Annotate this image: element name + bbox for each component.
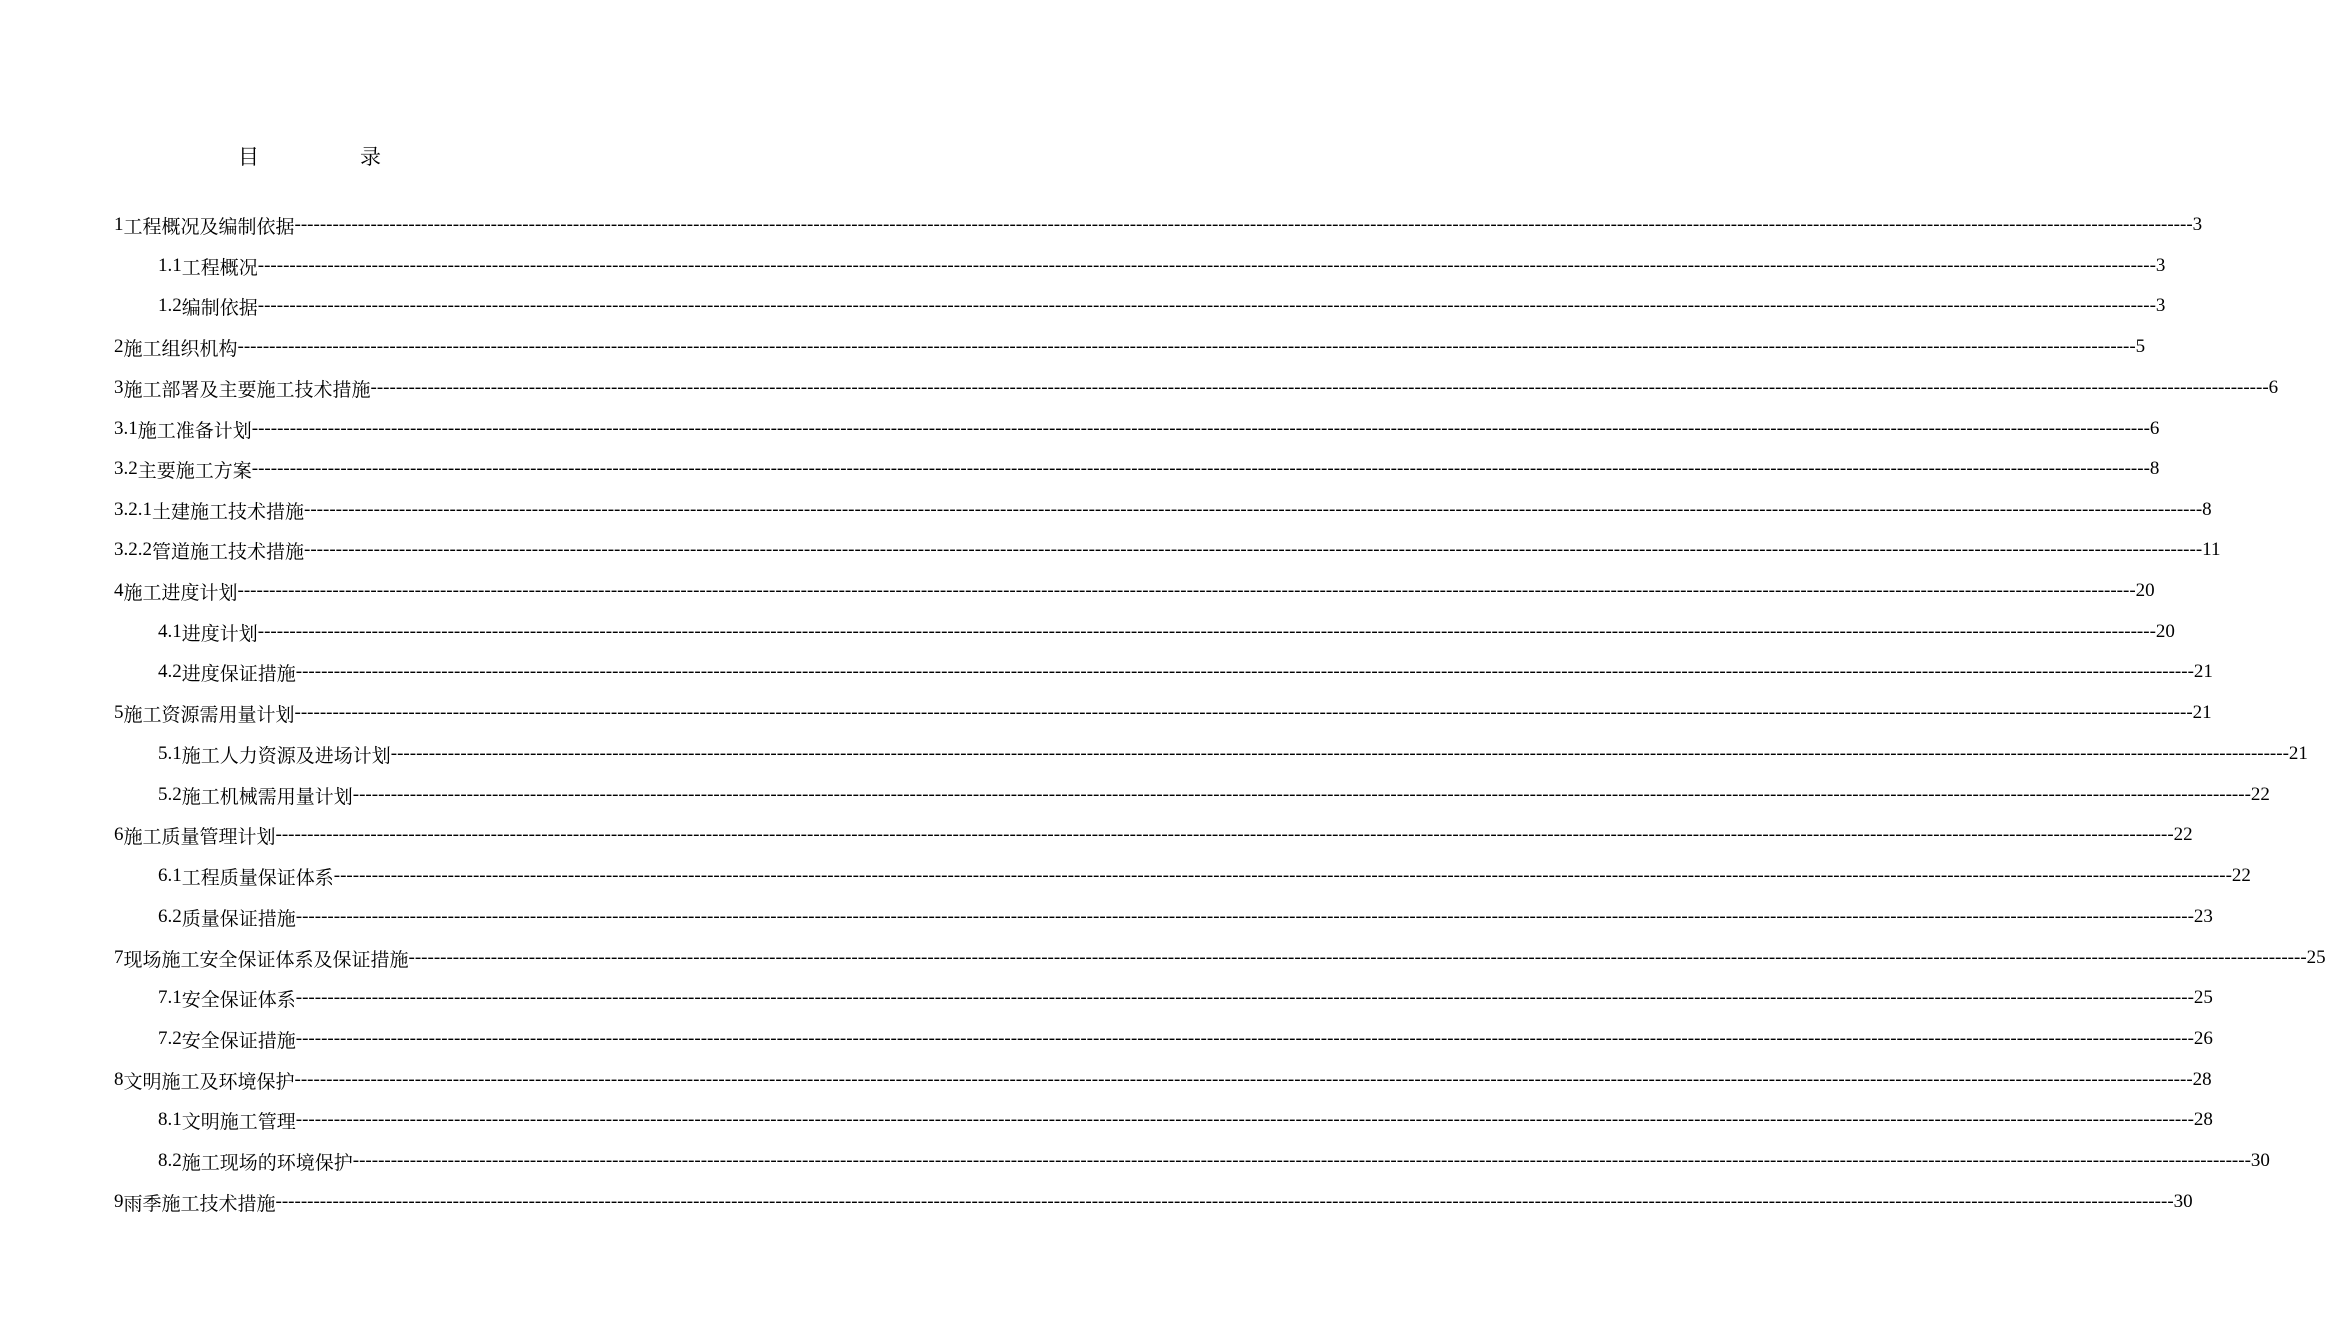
toc-entry-title: 土建施工技术措施	[152, 500, 305, 523]
toc-entry[interactable]	[158, 739, 2308, 769]
toc-entry-page: 3	[2155, 255, 2166, 276]
toc-entry-number: 6	[114, 824, 124, 845]
toc-leader-dashes: ------------------------------------------------------------------------------------------------------------------------------------------------------------------------------------------------------------------------------------------------------------------------------------------------------------	[333, 865, 2232, 886]
toc-entry-page: 20	[2155, 621, 2175, 642]
toc-entry[interactable]	[114, 943, 2326, 973]
toc-entry-title: 安全保证措施	[181, 1029, 296, 1052]
toc-leader-dashes: ------------------------------------------------------------------------------------------------------------------------------------------------------------------------------------------------------------------------------------------------------------------------------------------------------------	[304, 539, 2203, 560]
toc-leader-dashes: ------------------------------------------------------------------------------------------------------------------------------------------------------------------------------------------------------------------------------------------------------------------------------------------------------------	[295, 1109, 2194, 1130]
toc-entry-number: 7	[114, 947, 124, 968]
toc-entry[interactable]	[158, 291, 2166, 321]
toc-entry-title: 文明施工管理	[181, 1110, 296, 1133]
toc-leader-dashes: ------------------------------------------------------------------------------------------------------------------------------------------------------------------------------------------------------------------------------------------------------------------------------------------------------------	[257, 295, 2156, 316]
toc-entry-page: 21	[2193, 661, 2213, 682]
toc-entry-title: 施工机械需用量计划	[181, 785, 353, 808]
toc-leader-dashes: ------------------------------------------------------------------------------------------------------------------------------------------------------------------------------------------------------------------------------------------------------------------------------------------------------------	[294, 702, 2193, 723]
toc-entry[interactable]	[158, 1024, 2213, 1054]
toc-entry[interactable]	[114, 495, 2212, 525]
toc-leader-dashes: ------------------------------------------------------------------------------------------------------------------------------------------------------------------------------------------------------------------------------------------------------------------------------------------------------------	[257, 255, 2156, 276]
toc-entry-title: 主要施工方案	[137, 459, 252, 482]
toc-entry[interactable]	[114, 332, 2146, 362]
toc-entry-number: 4.2	[158, 661, 182, 682]
toc-entry-number: 5.2	[158, 784, 182, 805]
toc-entry-title: 进度计划	[181, 622, 258, 645]
toc-entry[interactable]	[114, 698, 2212, 728]
toc-entry-number: 3.2.1	[114, 499, 152, 520]
toc-leader-dashes: ------------------------------------------------------------------------------------------------------------------------------------------------------------------------------------------------------------------------------------------------------------------------------------------------------------	[304, 499, 2203, 520]
toc-entry-number: 9	[114, 1191, 124, 1212]
toc-leader-dashes: ------------------------------------------------------------------------------------------------------------------------------------------------------------------------------------------------------------------------------------------------------------------------------------------------------------	[237, 336, 2136, 357]
toc-entry-page: 3	[2155, 295, 2166, 316]
toc-entry-number: 4	[114, 580, 124, 601]
toc-leader-dashes: ------------------------------------------------------------------------------------------------------------------------------------------------------------------------------------------------------------------------------------------------------------------------------------------------------------	[352, 1150, 2251, 1171]
toc-leader-dashes: ------------------------------------------------------------------------------------------------------------------------------------------------------------------------------------------------------------------------------------------------------------------------------------------------------------	[294, 214, 2193, 235]
toc-entry-page: 3	[2192, 214, 2203, 235]
toc-entry[interactable]	[114, 373, 2279, 403]
toc-entry[interactable]	[114, 1065, 2212, 1095]
toc-entry-number: 4.1	[158, 621, 182, 642]
toc-leader-dashes: ------------------------------------------------------------------------------------------------------------------------------------------------------------------------------------------------------------------------------------------------------------------------------------------------------------	[294, 1069, 2193, 1090]
toc-entry-number: 3	[114, 377, 124, 398]
toc-entry-page: 5	[2135, 336, 2146, 357]
toc-entry-page: 23	[2193, 906, 2213, 927]
toc-entry[interactable]	[114, 210, 2203, 240]
toc-entry-title: 施工质量管理计划	[123, 825, 276, 848]
toc-entry-title: 编制依据	[181, 296, 258, 319]
toc-title-char: 录	[360, 145, 381, 169]
toc-entry-number: 1.1	[158, 255, 182, 276]
toc-entry-page: 21	[2288, 743, 2308, 764]
toc-entry-title: 雨季施工技术措施	[123, 1192, 276, 1215]
toc-leader-dashes: ------------------------------------------------------------------------------------------------------------------------------------------------------------------------------------------------------------------------------------------------------------------------------------------------------------	[295, 906, 2194, 927]
toc-entry-title: 安全保证体系	[181, 988, 296, 1011]
toc-entry-title: 现场施工安全保证体系及保证措施	[123, 948, 409, 971]
toc-entry-title: 施工部署及主要施工技术措施	[123, 378, 371, 401]
toc-entry-page: 6	[2268, 377, 2279, 398]
toc-leader-dashes: ------------------------------------------------------------------------------------------------------------------------------------------------------------------------------------------------------------------------------------------------------------------------------------------------------------	[370, 377, 2269, 398]
toc-leader-dashes: ------------------------------------------------------------------------------------------------------------------------------------------------------------------------------------------------------------------------------------------------------------------------------------------------------------	[275, 1191, 2174, 1212]
toc-entry[interactable]	[114, 820, 2193, 850]
toc-entry-page: 30	[2173, 1191, 2193, 1212]
toc-entry-page: 28	[2192, 1069, 2212, 1090]
toc-leader-dashes: ------------------------------------------------------------------------------------------------------------------------------------------------------------------------------------------------------------------------------------------------------------------------------------------------------------	[390, 743, 2289, 764]
toc-entry-number: 3.2.2	[114, 539, 152, 560]
toc-entry-title: 工程概况及编制依据	[123, 215, 295, 238]
toc-entry-title: 工程质量保证体系	[181, 866, 334, 889]
toc-entry-number: 5	[114, 702, 124, 723]
toc-entry-page: 25	[2193, 987, 2213, 1008]
toc-title-char: 目	[238, 145, 259, 169]
toc-entry-number: 5.1	[158, 743, 182, 764]
toc-entry-title: 工程概况	[181, 256, 258, 279]
toc-entry-number: 6.1	[158, 865, 182, 886]
toc-entry-page: 11	[2202, 539, 2221, 560]
toc-entry-number: 8.1	[158, 1109, 182, 1130]
toc-entry-title: 管道施工技术措施	[152, 540, 305, 563]
toc-entry[interactable]	[114, 576, 2155, 606]
toc-entry-title: 进度保证措施	[181, 662, 296, 685]
toc-entry-page: 22	[2250, 784, 2270, 805]
toc-entry[interactable]	[158, 902, 2213, 932]
toc-entry[interactable]	[158, 1146, 2270, 1176]
toc-entry-number: 3.2	[114, 458, 138, 479]
toc-leader-dashes: ------------------------------------------------------------------------------------------------------------------------------------------------------------------------------------------------------------------------------------------------------------------------------------------------------------	[295, 987, 2194, 1008]
toc-leader-dashes: ------------------------------------------------------------------------------------------------------------------------------------------------------------------------------------------------------------------------------------------------------------------------------------------------------------	[251, 418, 2150, 439]
toc-entry[interactable]	[158, 1105, 2213, 1135]
toc-entry-page: 28	[2193, 1109, 2213, 1130]
toc-entry-page: 26	[2193, 1028, 2213, 1049]
toc-entry-number: 3.1	[114, 418, 138, 439]
toc-entry-page: 21	[2192, 702, 2212, 723]
toc-leader-dashes: ------------------------------------------------------------------------------------------------------------------------------------------------------------------------------------------------------------------------------------------------------------------------------------------------------------	[275, 824, 2174, 845]
toc-entry[interactable]	[114, 535, 2221, 565]
toc-entry-title: 施工资源需用量计划	[123, 703, 295, 726]
toc-leader-dashes: ------------------------------------------------------------------------------------------------------------------------------------------------------------------------------------------------------------------------------------------------------------------------------------------------------------	[237, 580, 2136, 601]
toc-entry-page: 8	[2149, 458, 2160, 479]
toc-entry-number: 1	[114, 214, 124, 235]
toc-entry[interactable]	[158, 983, 2213, 1013]
toc-entry[interactable]	[114, 454, 2160, 484]
toc-leader-dashes: ------------------------------------------------------------------------------------------------------------------------------------------------------------------------------------------------------------------------------------------------------------------------------------------------------------	[352, 784, 2251, 805]
toc-entry-title: 施工准备计划	[137, 419, 252, 442]
toc-entry-page: 30	[2250, 1150, 2270, 1171]
toc-entry-number: 7.1	[158, 987, 182, 1008]
toc-entry[interactable]	[158, 617, 2175, 647]
toc-entry-number: 6.2	[158, 906, 182, 927]
toc-entry[interactable]	[158, 780, 2270, 810]
toc-leader-dashes: ------------------------------------------------------------------------------------------------------------------------------------------------------------------------------------------------------------------------------------------------------------------------------------------------------------	[295, 661, 2194, 682]
toc-entry-title: 施工进度计划	[123, 581, 238, 604]
toc-entry-number: 1.2	[158, 295, 182, 316]
toc-leader-dashes: ------------------------------------------------------------------------------------------------------------------------------------------------------------------------------------------------------------------------------------------------------------------------------------------------------------	[295, 1028, 2194, 1049]
toc-leader-dashes: ------------------------------------------------------------------------------------------------------------------------------------------------------------------------------------------------------------------------------------------------------------------------------------------------------------	[251, 458, 2150, 479]
toc-entry[interactable]	[114, 1187, 2193, 1217]
toc-entry[interactable]	[158, 657, 2213, 687]
toc-entry-number: 7.2	[158, 1028, 182, 1049]
toc-leader-dashes: ------------------------------------------------------------------------------------------------------------------------------------------------------------------------------------------------------------------------------------------------------------------------------------------------------------	[257, 621, 2156, 642]
toc-entry-title: 文明施工及环境保护	[123, 1070, 295, 1093]
toc-entry[interactable]	[114, 414, 2160, 444]
toc-entry-page: 20	[2135, 580, 2155, 601]
toc-entry-number: 8	[114, 1069, 124, 1090]
toc-leader-dashes: ------------------------------------------------------------------------------------------------------------------------------------------------------------------------------------------------------------------------------------------------------------------------------------------------------------	[408, 947, 2307, 968]
toc-entry-title: 施工现场的环境保护	[181, 1151, 353, 1174]
toc-entry-title: 质量保证措施	[181, 907, 296, 930]
toc-entry-title: 施工人力资源及进场计划	[181, 744, 391, 767]
toc-entry-page: 6	[2149, 418, 2160, 439]
toc-entry-page: 8	[2202, 499, 2212, 520]
toc-entry-title: 施工组织机构	[123, 337, 238, 360]
toc-entry-page: 22	[2231, 865, 2251, 886]
toc-entry-page: 22	[2173, 824, 2193, 845]
toc-entry-number: 8.2	[158, 1150, 182, 1171]
toc-entry-number: 2	[114, 336, 124, 357]
toc-entry[interactable]	[158, 251, 2166, 281]
toc-entry-page: 25	[2306, 947, 2326, 968]
toc-entry[interactable]	[158, 861, 2251, 891]
